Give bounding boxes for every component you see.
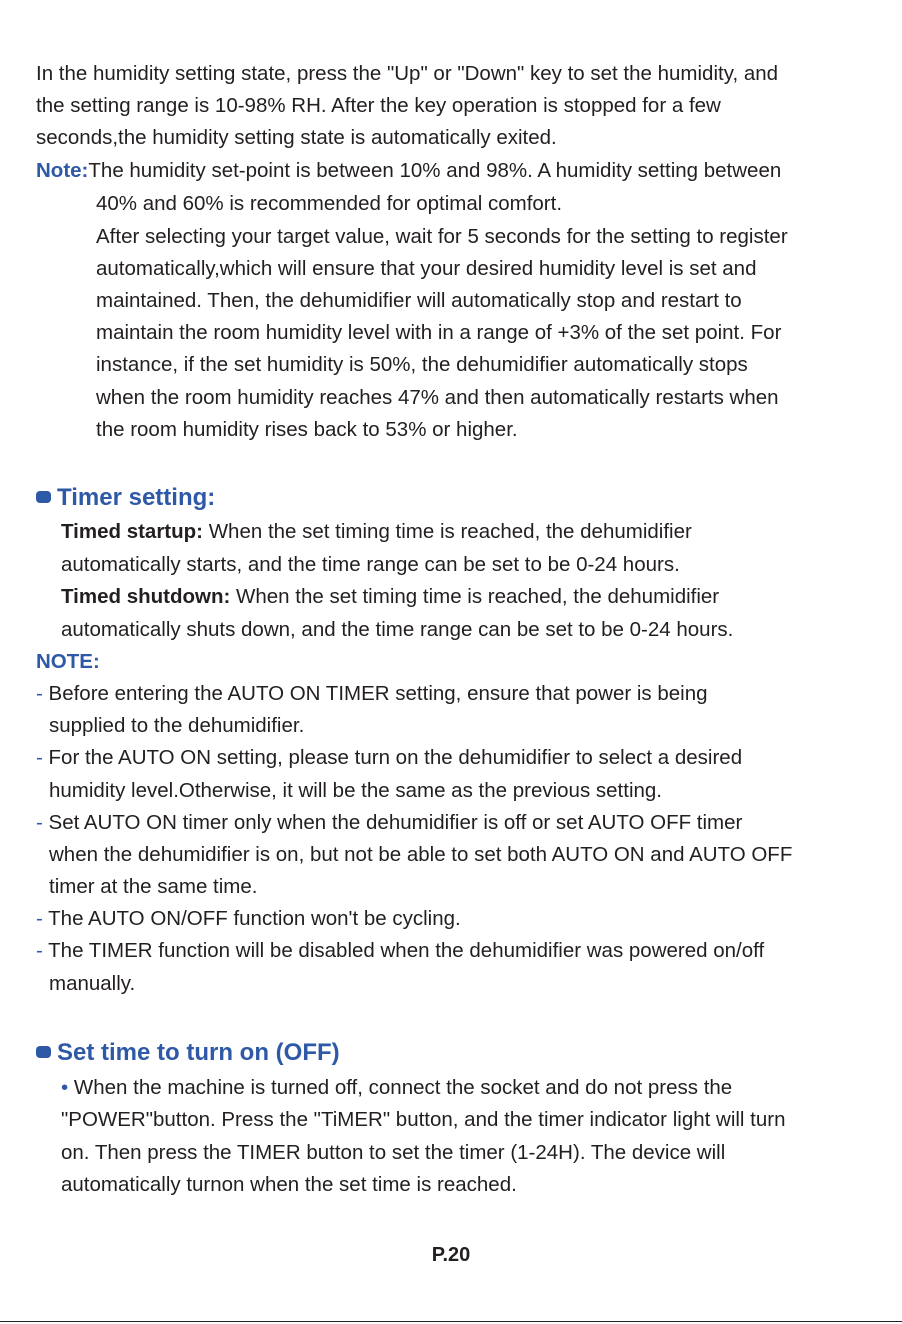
note-line: the room humidity rises back to 53% or higher. — [96, 418, 518, 441]
timer-heading-text: Timer setting: — [57, 484, 216, 511]
note2-item — [36, 939, 764, 963]
note2-item-text: Before entering the AUTO ON TIMER setting, ensure that power is being — [48, 682, 708, 705]
dash-bullet: - — [36, 939, 43, 962]
square-bullet-icon — [36, 491, 51, 503]
page-number: P.20 — [431, 1244, 471, 1266]
note2-item-cont: when the dehumidifier is on, but not be able to set both AUTO ON and AUTO OFF — [49, 843, 793, 866]
timed-shutdown-line: automatically shuts down, and the time range can be set to be 0-24 hours. — [61, 618, 734, 641]
timed-shutdown-text: When the set timing time is reached, the dehumidifier — [230, 585, 720, 608]
set-time-heading-text: Set time to turn on (OFF) — [57, 1039, 340, 1066]
note-line: maintained. Then, the dehumidifier will automatically stop and restart to — [96, 289, 742, 312]
note2-item — [36, 682, 708, 706]
note2-item — [36, 907, 461, 931]
dash-bullet: - — [36, 811, 43, 834]
dot-bullet-icon: • — [61, 1076, 69, 1099]
dash-bullet: - — [36, 746, 43, 769]
square-bullet-icon — [36, 1046, 51, 1058]
note2-item-cont: humidity level.Otherwise, it will be the same as the previous setting. — [49, 779, 662, 802]
bottom-divider — [0, 1321, 902, 1322]
set-time-line: on. Then press the TIMER button to set the timer (1-24H). The device will — [61, 1141, 726, 1164]
set-time-line: "POWER"button. Press the "TiMER" button, and the timer indicator light will turn — [61, 1108, 786, 1131]
set-time-heading — [36, 1039, 340, 1067]
note-text: The humidity set-point is between 10% and 98%. A humidity setting between — [88, 159, 782, 182]
timed-startup-line — [61, 520, 692, 544]
timed-shutdown-line — [61, 585, 719, 609]
timed-shutdown-label: Timed shutdown: — [61, 585, 231, 608]
note-first-line — [36, 159, 781, 183]
note-line: maintain the room humidity level with in a range of +3% of the set point. For — [96, 321, 782, 344]
set-time-text: When the machine is turned off, connect the socket and do not press the — [68, 1076, 733, 1099]
timer-heading — [36, 484, 215, 512]
note2-item — [36, 746, 742, 770]
timed-startup-text: When the set timing time is reached, the dehumidifier — [203, 520, 692, 543]
note-line: 40% and 60% is recommended for optimal comfort. — [96, 192, 563, 215]
note-line: instance, if the set humidity is 50%, the dehumidifier automatically stops — [96, 353, 748, 376]
timed-startup-line: automatically starts, and the time range can be set to be 0-24 hours. — [61, 553, 680, 576]
note2-item-text: Set AUTO ON timer only when the dehumidifier is off or set AUTO OFF timer — [48, 811, 743, 834]
set-time-line — [61, 1076, 732, 1100]
note2-item-cont: timer at the same time. — [49, 875, 258, 898]
note2-item-text: The TIMER function will be disabled when the dehumidifier was powered on/off — [48, 939, 765, 962]
note2-item-cont: manually. — [49, 972, 136, 995]
note2-item-text: The AUTO ON/OFF function won't be cycling. — [48, 907, 461, 930]
note2-item — [36, 811, 742, 835]
note-line: After selecting your target value, wait for 5 seconds for the setting to register — [96, 225, 788, 248]
note2-item-cont: supplied to the dehumidifier. — [49, 714, 305, 737]
intro-line: In the humidity setting state, press the "Up" or "Down" key to set the humidity, and — [36, 62, 779, 85]
note2-label: NOTE: — [36, 650, 100, 673]
dash-bullet: - — [36, 682, 43, 705]
note-line: when the room humidity reaches 47% and then automatically restarts when — [96, 386, 779, 409]
note-label: Note: — [36, 159, 89, 182]
timed-startup-label: Timed startup: — [61, 520, 203, 543]
note-line: automatically,which will ensure that your desired humidity level is set and — [96, 257, 757, 280]
note2-item-text: For the AUTO ON setting, please turn on the dehumidifier to select a desired — [48, 746, 743, 769]
intro-line: the setting range is 10-98% RH. After the key operation is stopped for a few — [36, 94, 721, 117]
set-time-line: automatically turnon when the set time is reached. — [61, 1173, 517, 1196]
intro-line: seconds,the humidity setting state is automatically exited. — [36, 126, 557, 149]
dash-bullet: - — [36, 907, 43, 930]
